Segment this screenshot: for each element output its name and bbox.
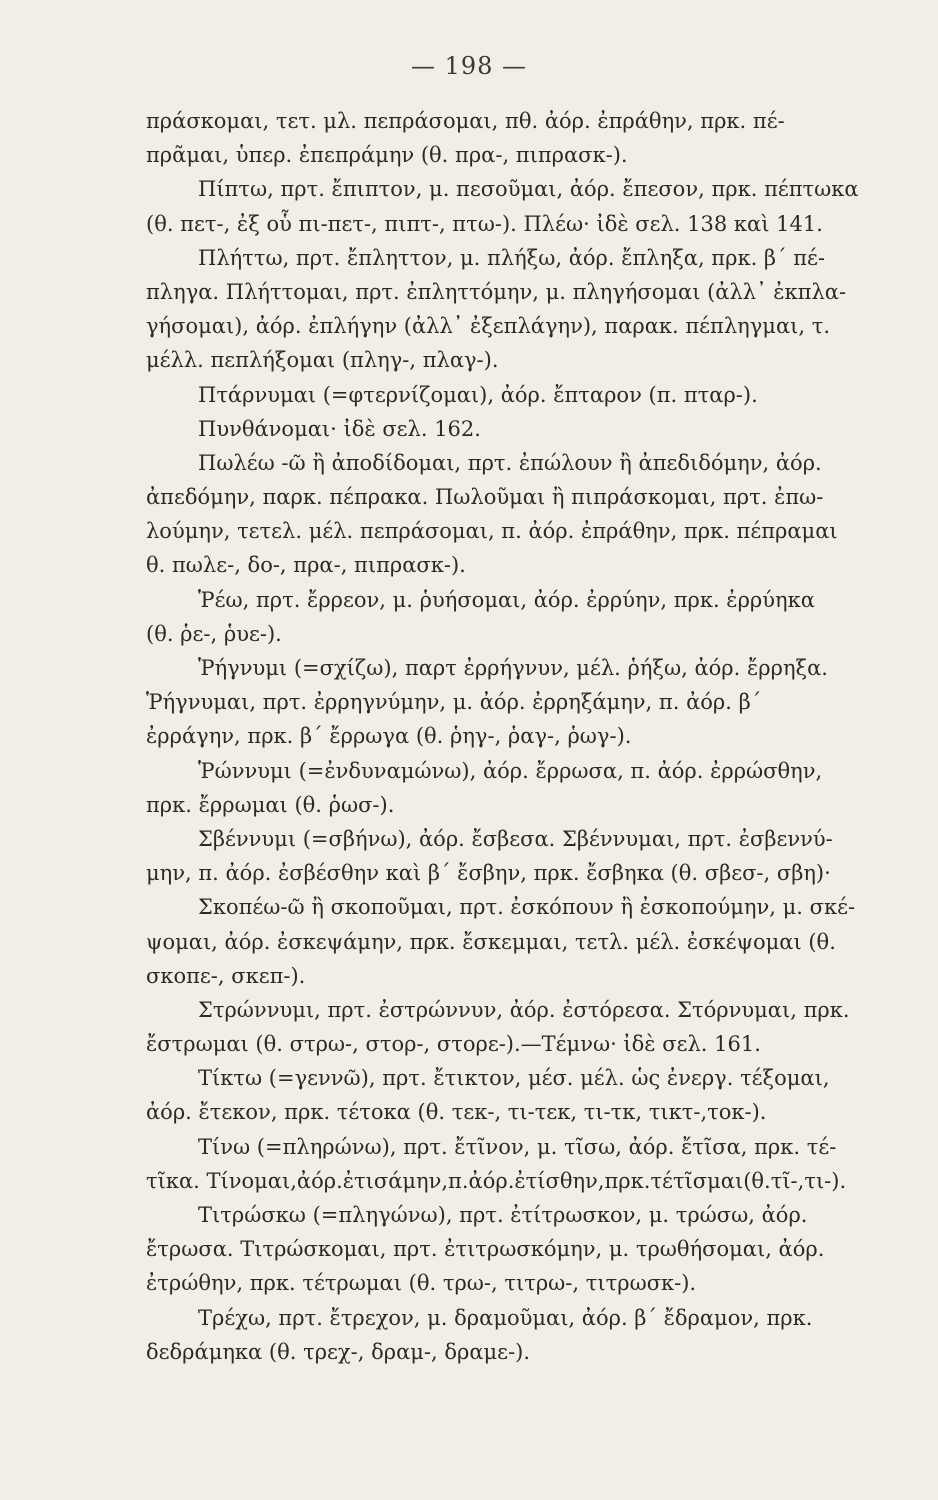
text-line: πληγα. Πλήττομαι, πρτ. ἐπληττόμην, μ. πληγήσομαι (ἀλλ᾽ ἐκπλα- — [146, 279, 847, 304]
text-line: πρκ. ἔρρωμαι (θ. ῥωσ-). — [146, 792, 395, 817]
text-line: ἀπεδόμην, παρκ. πέπρακα. Πωλοῦμαι ἢ πιπράσκομαι, πρτ. ἐπω- — [146, 485, 824, 510]
page-number: — 198 — — [410, 52, 528, 80]
text-line: Ῥήγνυμι (=σχίζω), παρτ ἐρρήγνυν, μέλ. ῥήξω, ἀόρ. ἔρρηξα. — [198, 656, 828, 680]
text-line: ἐρράγην, πρκ. β΄ ἔρρωγα (θ. ῥηγ-, ῥαγ-, ῥωγ-). — [146, 724, 632, 749]
text-line: (θ. πετ-, ἐξ οὗ πι-πετ-, πιπτ-, πτω-). Πλέω· ἰδὲ σελ. 138 καὶ 141. — [146, 211, 823, 236]
text-line: Ῥέω, πρτ. ἔρρεον, μ. ῥυήσομαι, ἀόρ. ἐρρύην, πρκ. ἐρρύηκα — [198, 587, 815, 612]
text-line: λούμην, τετελ. μέλ. πεπράσομαι, π. ἀόρ. ἐπράθην, πρκ. πέπραμαι — [146, 519, 838, 544]
text-line: Σκοπέω-ῶ ἢ σκοποῦμαι, πρτ. ἐσκόπουν ἢ ἐσκοπούμην, μ. σκέ- — [198, 895, 856, 920]
text-line: ψομαι, ἀόρ. ἐσκεψάμην, πρκ. ἔσκεμμαι, τετλ. μέλ. ἐσκέψομαι (θ. — [146, 929, 836, 954]
text-line: (θ. ῥε-, ῥυε-). — [146, 621, 282, 646]
text-line: ἀόρ. ἔτεκον, πρκ. τέτοκα (θ. τεκ-, τι-τεκ, τι-τκ, τικτ-,τοκ-). — [146, 1100, 767, 1125]
text-line: μέλλ. πεπλήξομαι (πληγ-, πλαγ-). — [146, 348, 499, 373]
text-line: πράσκομαι, τετ. μλ. πεπράσομαι, πθ. ἀόρ. ἐπράθην, πρκ. πέ- — [146, 109, 785, 133]
text-line: γήσομαι), ἀόρ. ἐπλήγην (ἀλλ᾽ ἐξεπλάγην), παρακ. πέπληγμαι, τ. — [146, 314, 831, 339]
text-line: Τίκτω (=γεννῶ), πρτ. ἔτικτον, μέσ. μέλ. ὡς ἐνεργ. τέξομαι, — [198, 1066, 830, 1091]
text-line: ἐτρώθην, πρκ. τέτρωμαι (θ. τρω-, τιτρω-, τιτρωσκ-). — [146, 1271, 697, 1296]
text-line: δεδράμηκα (θ. τρεχ-, δραμ-, δραμε-). — [146, 1339, 531, 1364]
body-text — [146, 104, 906, 1369]
text-line: Στρώννυμι, πρτ. ἐστρώννυν, ἀόρ. ἐστόρεσα. Στόρνυμαι, πρκ. — [198, 997, 850, 1022]
text-line: Ῥήγνυμαι, πρτ. ἐρρηγνύμην, μ. ἀόρ. ἐρρηξάμην, π. ἀόρ. β΄ — [146, 690, 762, 715]
text-line: θ. πωλε-, δο-, πρα-, πιπρασκ-). — [146, 553, 466, 578]
text-line: σκοπε-, σκεπ-). — [146, 963, 306, 988]
text-line: τῖκα. Τίνομαι,ἀόρ.ἐτισάμην,π.ἀόρ.ἐτίσθην,πρκ.τέτῖσμαι(θ.τῖ-,τι-). — [146, 1168, 847, 1193]
text-line: Τίνω (=πληρώνω), πρτ. ἔτῖνον, μ. τῖσω, ἀόρ. ἔτῖσα, πρκ. τέ- — [198, 1134, 837, 1159]
text-line: Πτάρνυμαι (=φτερνίζομαι), ἀόρ. ἔπταρον (π. πταρ-). — [198, 382, 758, 407]
text-line: Πίπτω, πρτ. ἔπιπτον, μ. πεσοῦμαι, ἀόρ. ἔπεσον, πρκ. πέπτωκα — [198, 177, 859, 202]
text-line: μην, π. ἀόρ. ἐσβέσθην καὶ β΄ ἔσβην, πρκ. ἔσβηκα (θ. σβεσ-, σβη)· — [146, 861, 831, 886]
text-line: Πλήττω, πρτ. ἔπληττον, μ. πλήξω, ἀόρ. ἔπληξα, πρκ. β΄ πέ- — [198, 245, 826, 270]
text-line: Πωλέω -ῶ ἢ ἀποδίδομαι, πρτ. ἐπώλουν ἢ ἀπεδιδόμην, ἀόρ. — [198, 450, 822, 475]
text-line: ἔστρωμαι (θ. στρω-, στορ-, στορε-).—Τέμνω· ἰδὲ σελ. 161. — [146, 1032, 761, 1057]
text-line: Τρέχω, πρτ. ἔτρεχον, μ. δραμοῦμαι, ἀόρ. β΄ ἔδραμον, πρκ. — [198, 1305, 813, 1330]
text-line: ἔτρωσα. Τιτρώσκομαι, πρτ. ἐτιτρωσκόμην, μ. τρωθήσομαι, ἀόρ. — [146, 1237, 825, 1262]
text-line: Ῥώννυμι (=ἐνδυναμώνω), ἀόρ. ἔρρωσα, π. ἀόρ. ἐρρώσθην, — [198, 758, 823, 783]
text-line: πρᾶμαι, ὑπερ. ἐπεπράμην (θ. πρα-, πιπρασκ-). — [146, 143, 628, 168]
text-line: Πυνθάνομαι· ἰδὲ σελ. 162. — [198, 416, 481, 441]
text-line: Σβέννυμι (=σβήνω), ἀόρ. ἔσβεσα. Σβέννυμαι, πρτ. ἐσβεννύ- — [198, 826, 833, 851]
text-line: Τιτρώσκω (=πληγώνω), πρτ. ἐτίτρωσκον, μ. τρώσω, ἀόρ. — [198, 1203, 808, 1227]
